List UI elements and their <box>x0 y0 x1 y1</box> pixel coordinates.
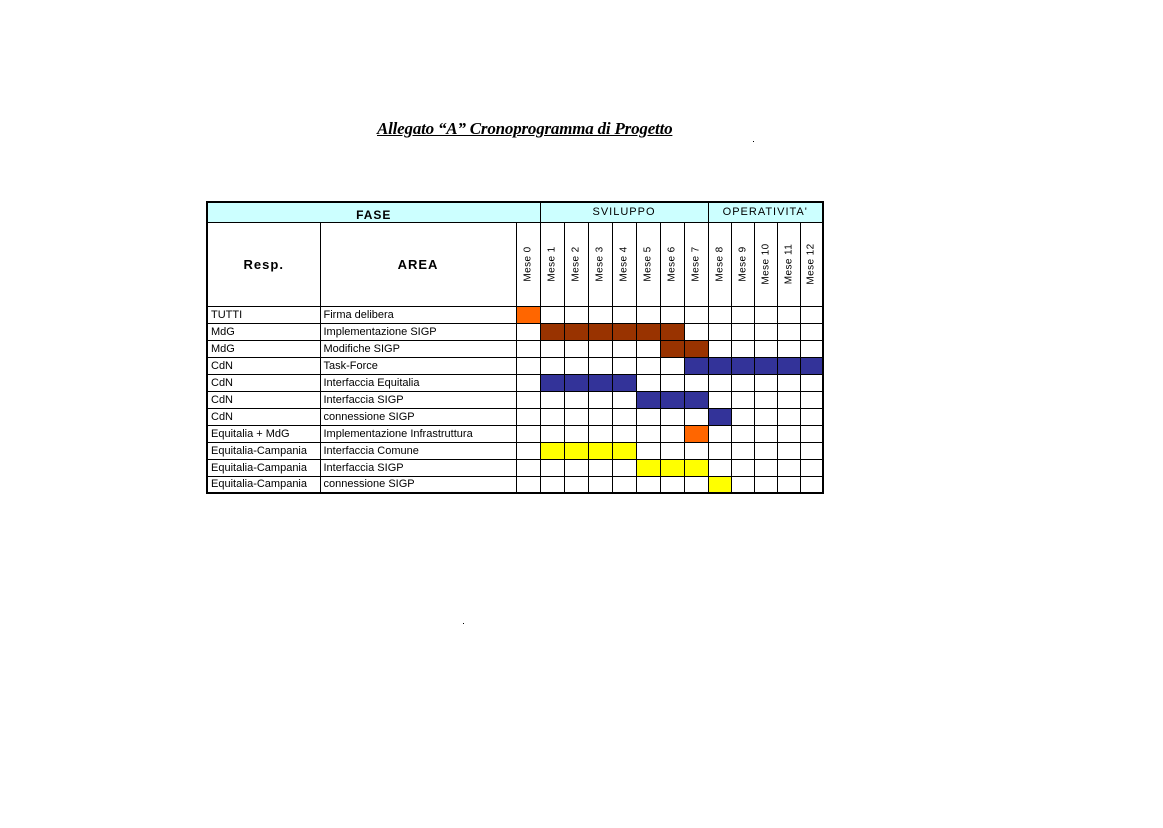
gantt-empty-cell <box>588 408 612 425</box>
table-row <box>207 442 823 459</box>
gantt-empty-cell <box>754 442 777 459</box>
gantt-empty-cell <box>588 357 612 374</box>
stray-dot-bottom <box>463 623 464 624</box>
gantt-bar-cell <box>684 425 708 442</box>
month-header-4 <box>612 222 636 306</box>
gantt-empty-cell <box>754 306 777 323</box>
table-row <box>207 306 823 323</box>
resp-cell: CdN <box>207 357 320 374</box>
table-row <box>207 374 823 391</box>
gantt-bar-cell <box>612 374 636 391</box>
gantt-empty-cell <box>636 340 660 357</box>
area-cell: Interfaccia SIGP <box>320 459 516 476</box>
gantt-empty-cell <box>540 476 564 493</box>
gantt-bar-cell <box>540 374 564 391</box>
gantt-empty-cell <box>516 391 540 408</box>
area-cell: Firma delibera <box>320 306 516 323</box>
gantt-empty-cell <box>636 408 660 425</box>
gantt-empty-cell <box>516 323 540 340</box>
gantt-empty-cell <box>636 442 660 459</box>
gantt-empty-cell <box>708 425 731 442</box>
gantt-bar-cell <box>660 391 684 408</box>
area-cell: Implementazione Infrastruttura <box>320 425 516 442</box>
area-cell: Interfaccia Comune <box>320 442 516 459</box>
document-title: Allegato “A” Cronoprogramma di Progetto <box>377 119 673 138</box>
gantt-empty-cell <box>564 425 588 442</box>
gantt-empty-cell <box>684 323 708 340</box>
gantt-empty-cell <box>777 391 800 408</box>
gantt-empty-cell <box>708 340 731 357</box>
gantt-empty-cell <box>754 408 777 425</box>
gantt-empty-cell <box>588 340 612 357</box>
month-label: Mese 1 <box>546 246 558 282</box>
gantt-bar-cell <box>588 323 612 340</box>
gantt-empty-cell <box>800 408 823 425</box>
gantt-empty-cell <box>516 374 540 391</box>
month-header-0 <box>516 222 540 306</box>
resp-cell: Equitalia-Campania <box>207 442 320 459</box>
gantt-empty-cell <box>708 459 731 476</box>
gantt-empty-cell <box>777 340 800 357</box>
resp-header: Resp. <box>207 222 320 306</box>
resp-cell: Equitalia + MdG <box>207 425 320 442</box>
gantt-empty-cell <box>588 476 612 493</box>
gantt-empty-cell <box>731 476 754 493</box>
gantt-empty-cell <box>708 323 731 340</box>
gantt-bar-cell <box>564 323 588 340</box>
gantt-empty-cell <box>612 306 636 323</box>
gantt-empty-cell <box>660 476 684 493</box>
month-header-8 <box>708 222 731 306</box>
gantt-empty-cell <box>516 476 540 493</box>
gantt-bar-cell <box>684 391 708 408</box>
gantt-empty-cell <box>516 459 540 476</box>
gantt-empty-cell <box>684 306 708 323</box>
month-label: Mese 8 <box>714 246 725 282</box>
gantt-bar-cell <box>731 357 754 374</box>
area-cell: Task-Force <box>320 357 516 374</box>
table-row <box>207 391 823 408</box>
resp-cell: Equitalia-Campania <box>207 476 320 493</box>
gantt-bar-cell <box>636 459 660 476</box>
gantt-empty-cell <box>660 357 684 374</box>
gantt-empty-cell <box>636 425 660 442</box>
resp-cell: MdG <box>207 323 320 340</box>
gantt-table <box>206 201 824 494</box>
month-label: Mese 10 <box>760 243 771 285</box>
month-label: Mese 4 <box>618 246 630 282</box>
table-row <box>207 323 823 340</box>
gantt-empty-cell <box>731 374 754 391</box>
gantt-empty-cell <box>540 357 564 374</box>
month-header-7 <box>684 222 708 306</box>
fase-header: FASE <box>207 202 540 222</box>
gantt-empty-cell <box>540 408 564 425</box>
gantt-bar-cell <box>564 374 588 391</box>
resp-cell: CdN <box>207 408 320 425</box>
resp-cell: TUTTI <box>207 306 320 323</box>
gantt-empty-cell <box>731 306 754 323</box>
gantt-bar-cell <box>684 340 708 357</box>
gantt-empty-cell <box>564 459 588 476</box>
gantt-empty-cell <box>731 340 754 357</box>
month-label: Mese 2 <box>570 246 582 282</box>
gantt-empty-cell <box>754 459 777 476</box>
gantt-empty-cell <box>731 459 754 476</box>
gantt-bar-cell <box>660 459 684 476</box>
gantt-empty-cell <box>636 374 660 391</box>
gantt-empty-cell <box>612 476 636 493</box>
table-row <box>207 340 823 357</box>
gantt-bar-cell <box>708 408 731 425</box>
gantt-empty-cell <box>564 306 588 323</box>
gantt-empty-cell <box>612 340 636 357</box>
month-label: Mese 12 <box>805 243 817 285</box>
gantt-empty-cell <box>731 408 754 425</box>
gantt-bar-cell <box>777 357 800 374</box>
gantt-empty-cell <box>564 408 588 425</box>
table-row <box>207 425 823 442</box>
month-header-2 <box>564 222 588 306</box>
gantt-empty-cell <box>516 340 540 357</box>
gantt-empty-cell <box>612 408 636 425</box>
gantt-empty-cell <box>660 374 684 391</box>
gantt-bar-cell <box>588 374 612 391</box>
gantt-empty-cell <box>777 408 800 425</box>
gantt-empty-cell <box>777 306 800 323</box>
gantt-bar-cell <box>588 442 612 459</box>
gantt-empty-cell <box>708 391 731 408</box>
gantt-empty-cell <box>612 425 636 442</box>
area-cell: Interfaccia SIGP <box>320 391 516 408</box>
gantt-empty-cell <box>777 476 800 493</box>
gantt-empty-cell <box>660 408 684 425</box>
month-header-11 <box>777 222 800 306</box>
gantt-empty-cell <box>777 425 800 442</box>
gantt-empty-cell <box>708 442 731 459</box>
gantt-bar-cell <box>564 442 588 459</box>
gantt-empty-cell <box>540 306 564 323</box>
gantt-empty-cell <box>777 459 800 476</box>
gantt-bar-cell <box>636 323 660 340</box>
gantt-empty-cell <box>800 340 823 357</box>
gantt-empty-cell <box>516 408 540 425</box>
gantt-empty-cell <box>777 442 800 459</box>
gantt-empty-cell <box>777 323 800 340</box>
gantt-empty-cell <box>540 340 564 357</box>
resp-cell: CdN <box>207 391 320 408</box>
gantt-empty-cell <box>754 374 777 391</box>
gantt-empty-cell <box>731 323 754 340</box>
gantt-empty-cell <box>612 391 636 408</box>
gantt-empty-cell <box>588 306 612 323</box>
gantt-bar-cell <box>540 442 564 459</box>
resp-cell: CdN <box>207 374 320 391</box>
gantt-empty-cell <box>540 391 564 408</box>
gantt-empty-cell <box>588 459 612 476</box>
gantt-empty-cell <box>800 323 823 340</box>
gantt-empty-cell <box>564 357 588 374</box>
gantt-empty-cell <box>660 306 684 323</box>
gantt-bar-cell <box>612 323 636 340</box>
gantt-empty-cell <box>684 476 708 493</box>
gantt-empty-cell <box>636 357 660 374</box>
gantt-empty-cell <box>800 459 823 476</box>
table-row <box>207 408 823 425</box>
gantt-empty-cell <box>636 476 660 493</box>
gantt-empty-cell <box>800 442 823 459</box>
gantt-bar-cell <box>800 357 823 374</box>
gantt-empty-cell <box>684 408 708 425</box>
gantt-bar-cell <box>636 391 660 408</box>
month-header-5 <box>636 222 660 306</box>
gantt-empty-cell <box>684 374 708 391</box>
area-cell: connessione SIGP <box>320 408 516 425</box>
gantt-empty-cell <box>660 425 684 442</box>
operativita-header: OPERATIVITA' <box>708 202 823 222</box>
month-label: Mese 6 <box>666 246 678 282</box>
gantt-empty-cell <box>516 442 540 459</box>
month-header-3 <box>588 222 612 306</box>
gantt-empty-cell <box>708 306 731 323</box>
gantt-empty-cell <box>800 425 823 442</box>
gantt-empty-cell <box>588 391 612 408</box>
gantt-empty-cell <box>636 306 660 323</box>
gantt-empty-cell <box>612 459 636 476</box>
gantt-empty-cell <box>516 425 540 442</box>
month-label: Mese 7 <box>690 246 702 282</box>
month-header-12 <box>800 222 823 306</box>
gantt-empty-cell <box>731 391 754 408</box>
gantt-empty-cell <box>800 374 823 391</box>
area-cell: Interfaccia Equitalia <box>320 374 516 391</box>
area-cell: Implementazione SIGP <box>320 323 516 340</box>
gantt-bar-cell <box>540 323 564 340</box>
gantt-empty-cell <box>800 306 823 323</box>
month-label: Mese 11 <box>783 243 794 285</box>
table-row <box>207 459 823 476</box>
gantt-empty-cell <box>754 391 777 408</box>
gantt-bar-cell <box>660 340 684 357</box>
area-header: AREA <box>320 222 516 306</box>
month-header-6 <box>660 222 684 306</box>
area-cell: connessione SIGP <box>320 476 516 493</box>
gantt-empty-cell <box>684 442 708 459</box>
gantt-empty-cell <box>731 425 754 442</box>
gantt-empty-cell <box>612 357 636 374</box>
gantt-empty-cell <box>754 323 777 340</box>
month-label: Mese 5 <box>642 246 654 282</box>
gantt-empty-cell <box>540 425 564 442</box>
stray-dot-top <box>753 141 754 142</box>
gantt-bar-cell <box>684 459 708 476</box>
gantt-empty-cell <box>777 374 800 391</box>
gantt-empty-cell <box>516 357 540 374</box>
table-row <box>207 476 823 493</box>
gantt-empty-cell <box>754 425 777 442</box>
gantt-empty-cell <box>564 391 588 408</box>
sviluppo-header: SVILUPPO <box>540 202 708 222</box>
gantt-empty-cell <box>754 340 777 357</box>
gantt-bar-cell <box>612 442 636 459</box>
month-header-10 <box>754 222 777 306</box>
gantt-bar-cell <box>708 357 731 374</box>
table-row <box>207 357 823 374</box>
gantt-empty-cell <box>754 476 777 493</box>
resp-cell: Equitalia-Campania <box>207 459 320 476</box>
gantt-empty-cell <box>731 442 754 459</box>
gantt-bar-cell <box>660 323 684 340</box>
gantt-empty-cell <box>660 442 684 459</box>
gantt-body <box>207 306 823 493</box>
gantt-empty-cell <box>588 425 612 442</box>
month-label: Mese 3 <box>594 246 606 282</box>
gantt-bar-cell <box>684 357 708 374</box>
gantt-bar-cell <box>516 306 540 323</box>
gantt-empty-cell <box>564 476 588 493</box>
gantt-empty-cell <box>708 374 731 391</box>
gantt-empty-cell <box>800 476 823 493</box>
month-header-9 <box>731 222 754 306</box>
gantt-bar-cell <box>708 476 731 493</box>
gantt-empty-cell <box>564 340 588 357</box>
month-label: Mese 0 <box>522 246 534 282</box>
area-cell: Modifiche SIGP <box>320 340 516 357</box>
gantt-empty-cell <box>800 391 823 408</box>
resp-cell: MdG <box>207 340 320 357</box>
gantt-bar-cell <box>754 357 777 374</box>
month-label: Mese 9 <box>737 246 748 282</box>
gantt-empty-cell <box>540 459 564 476</box>
month-header-1 <box>540 222 564 306</box>
